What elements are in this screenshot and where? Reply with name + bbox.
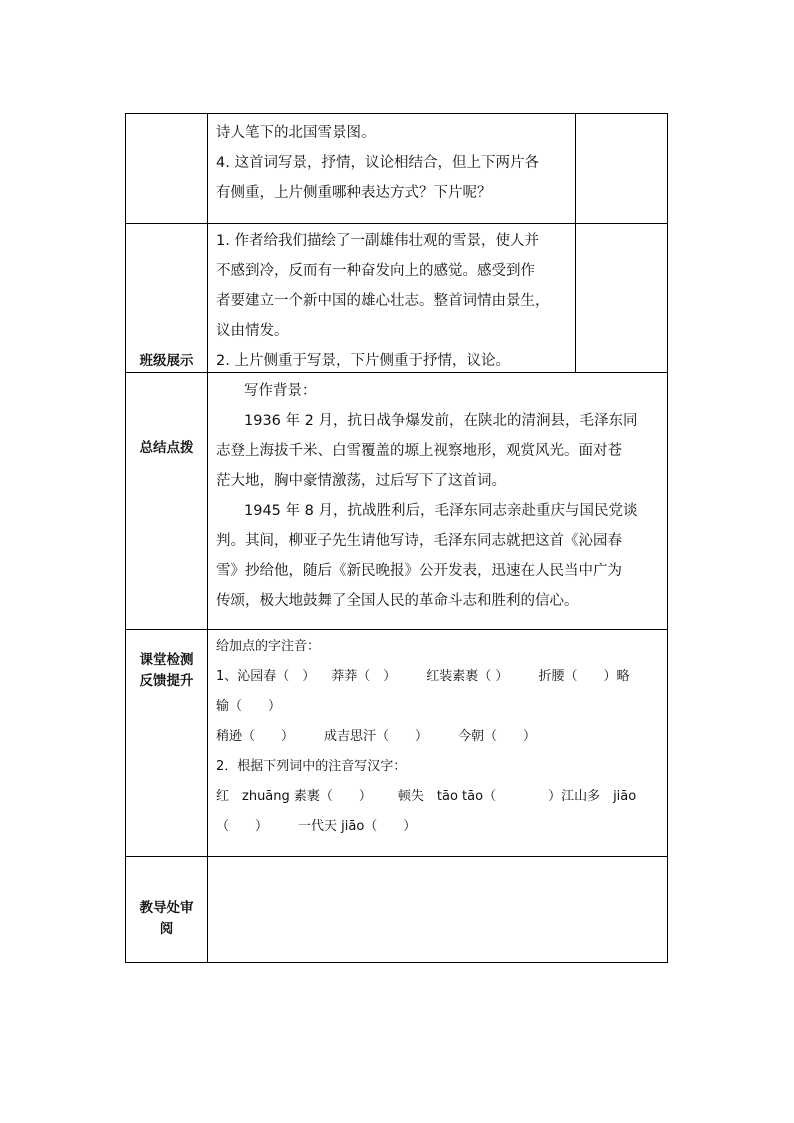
para2-line-1: 1945 年 8 月，抗战胜利后，毛泽东同志亲赴重庆与国民党谈	[244, 503, 638, 519]
para2-line-2: 判。其间，柳亚子先生请他写诗，毛泽东同志就把这首《沁园春	[216, 533, 622, 549]
row1-line-3: 有侧重，上片侧重哪种表达方式？下片呢？	[216, 185, 492, 201]
row3-label: 总结点拨	[139, 440, 194, 456]
q1-item-g: 成吉思汗（ ）	[324, 729, 429, 744]
row1-line-2: 4. 这首词写景，抒情，议论相结合，但上下两片各	[216, 155, 539, 171]
table-border-right	[667, 113, 668, 963]
para2-line-4: 传颂，极大地鼓舞了全国人民的革命斗志和胜利的信心。	[216, 593, 579, 609]
exercise-2-prompt: 2．根据下列词中的注音写汉字：	[216, 759, 407, 774]
row5-label-line-2: 阅	[159, 921, 174, 937]
row2-line-4: 议由情发。	[216, 323, 289, 339]
column-divider-2	[575, 113, 576, 373]
background-heading: 写作背景：	[244, 383, 317, 399]
q2-item-c: （ ）	[216, 819, 269, 834]
row2-label: 班级展示	[139, 353, 194, 369]
row5-label	[127, 898, 206, 940]
q1-item-d: 折腰（ ）略	[538, 669, 630, 684]
lesson-table	[125, 113, 668, 963]
row2-line-2: 不感到冷，反而有一种奋发向上的感觉。感受到作	[216, 263, 535, 279]
row2-content	[216, 226, 574, 376]
table-border-left	[125, 113, 126, 963]
para1-line-2: 志登上海拔千米、白雪覆盖的塬上视察地形，观赏风光。面对苍	[216, 443, 622, 459]
exercise-2-line-1	[216, 782, 661, 812]
exercise-intro: 给加点的字注音：	[216, 639, 321, 654]
row4-content	[216, 632, 661, 842]
row4-label-line-1: 课堂检测	[139, 652, 194, 668]
review-content-empty	[208, 857, 667, 962]
para2-line-3: 雪》抄给他，随后《新民晚报》公开发表，迅速在人民当中广为	[216, 563, 622, 579]
exercise-1-line-1	[216, 662, 661, 692]
q1-item-a: 1、沁园春（ ）	[216, 669, 316, 684]
row4-label-line-2: 反馈提升	[139, 673, 194, 689]
q1-item-h: 今朝（ ）	[458, 729, 537, 744]
q2-item-b: 顿失 tāo tāo（ ）江山多 jiāo	[397, 789, 637, 804]
para1-line-1: 1936 年 2 月，抗日战争爆发前，在陕北的清涧县，毛泽东同	[244, 413, 638, 429]
row2-line-1: 1. 作者给我们描绘了一副雄伟壮观的雪景，使人并	[216, 233, 539, 249]
column-divider-1	[207, 113, 208, 963]
row2-line-3: 者要建立一个新中国的雄心壮志。整首词情由景生，	[216, 293, 550, 309]
q1-item-c: 红装素裹（ ）	[426, 669, 509, 684]
q1-item-b: 莽莽（ ）	[331, 669, 397, 684]
q1-item-f: 稍逊（ ）	[216, 729, 295, 744]
para1-line-3: 茫大地，胸中豪情激荡，过后写下了这首词。	[216, 473, 506, 489]
row3-content	[216, 376, 661, 616]
exercise-1-line-3	[216, 722, 661, 752]
exercise-2-line-2	[216, 812, 661, 842]
q2-item-d: 一代天 jiāo（ ）	[298, 819, 417, 834]
row5-label-line-1: 教导处审	[139, 900, 194, 916]
row1-content	[216, 118, 571, 208]
exercise-1-line-2: 输（ ）	[216, 699, 282, 714]
row2-line-5: 2. 上片侧重于写景，下片侧重于抒情，议论。	[216, 353, 510, 369]
row1-line-1: 诗人笔下的北国雪景图。	[216, 125, 376, 141]
q2-item-a: 红 zhuāng 素裹（ ）	[216, 789, 372, 804]
row4-label	[127, 650, 206, 692]
